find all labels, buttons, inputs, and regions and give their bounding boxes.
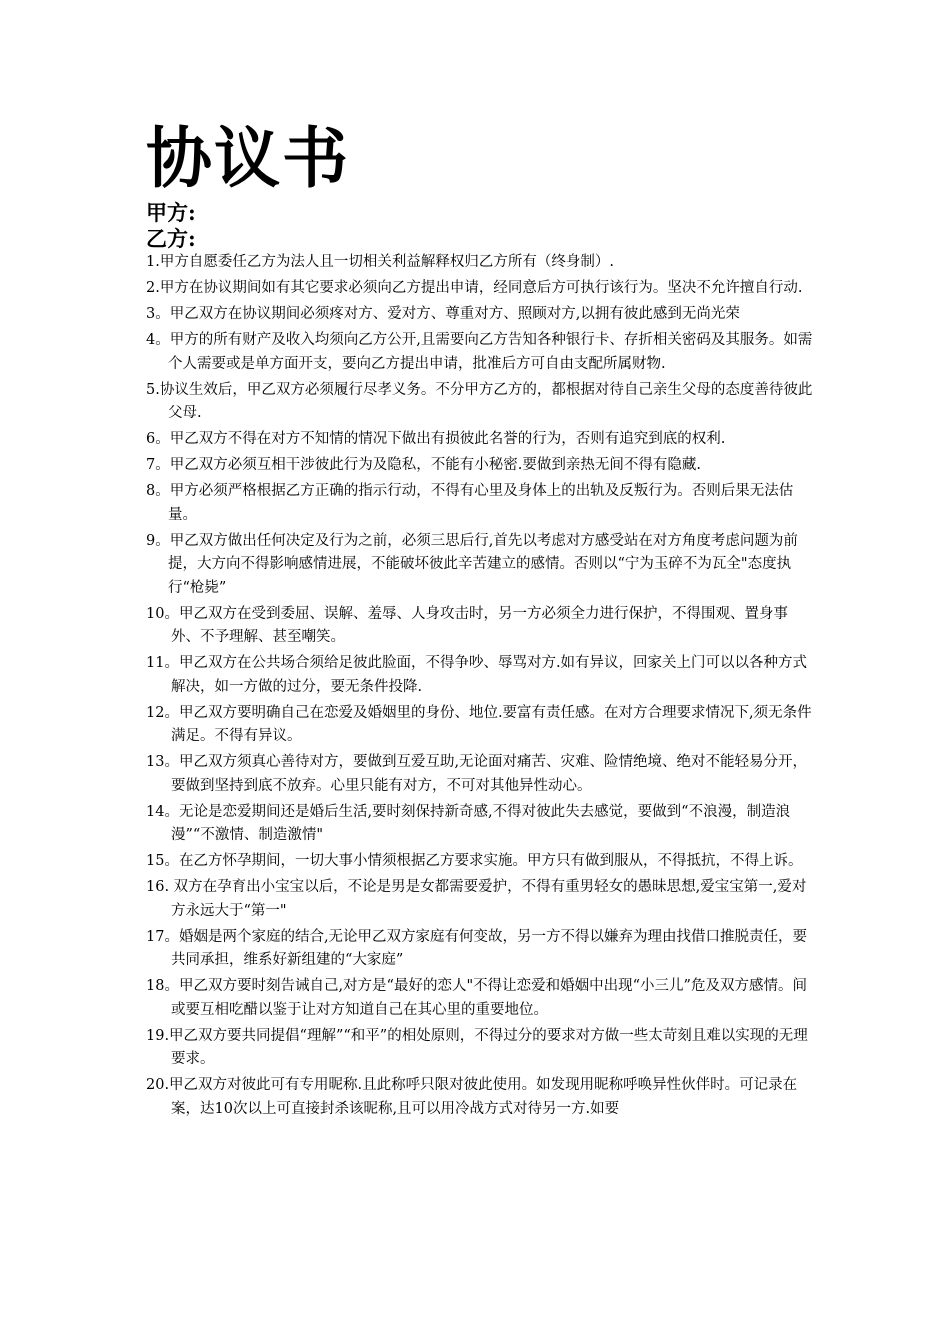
clause-item: 18。甲乙双方要时刻告诫自己,对方是“最好的恋人"不得让恋爱和婚姻中出现“小三儿”危及双方感情。间或要互相吃醋以鉴于让对方知道自己在其心里的重要地位。: [146, 978, 807, 1018]
clause-list: [146, 251, 816, 1124]
clause-item: 10。甲乙双方在受到委屈、误解、羞辱、人身攻击时，另一方必须全力进行保护，不得围观、置身事外、不予理解、甚至嘲笑。: [146, 605, 788, 645]
clause-item: 6。甲乙双方不得在对方不知情的情况下做出有损彼此名誉的行为，否则有追究到底的权利.: [146, 431, 726, 447]
clause-item: 14。无论是恋爱期间还是婚后生活,要时刻保持新奇感,不得对彼此失去感觉，要做到“不浪漫，制造浪漫”“不激情、制造激情": [146, 803, 791, 843]
clause-item: 8。甲方必须严格根据乙方正确的指示行动，不得有心里及身体上的出轨及反叛行为。否则后果无法估量。: [146, 483, 794, 523]
party-b-label: 乙方:: [146, 226, 196, 251]
clause-item: 9。甲乙双方做出任何决定及行为之前，必须三思后行,首先以考虑对方感受站在对方角度考虑问题为前提，大方向不得影响感情进展，不能破坏彼此辛苦建立的感情。否则以“宁为玉碎不为瓦全"态度执行“枪毙”: [146, 532, 798, 596]
clause-item: 16. 双方在孕育出小宝宝以后，不论是男是女都需要爱护，不得有重男轻女的愚昧思想,爱宝宝第一,爱对方永远大于“第一": [146, 879, 807, 919]
clause-item: 1.甲方自愿委任乙方为法人且一切相关利益解释权归乙方所有（终身制）.: [146, 254, 614, 270]
clause-item: 3。甲乙双方在协议期间必须疼对方、爱对方、尊重对方、照顾对方,以拥有彼此感到无尚光荣: [146, 306, 740, 322]
clause-item: 4。甲方的所有财产及收入均须向乙方公开,且需要向乙方告知各种银行卡、存折相关密码及其服务。如需个人需要或是单方面开支，要向乙方提出申请，批准后方可自由支配所属财物.: [146, 332, 813, 372]
document-title: 协议书: [146, 119, 350, 197]
clause-item: 2.甲方在协议期间如有其它要求必须向乙方提出申请，经同意后方可执行该行为。坚决不允许擅自行动.: [146, 280, 803, 296]
clause-item: 19.甲乙双方要共同提倡“理解”“和平”的相处原则，不得过分的要求对方做一些太苛刻且难以实现的无理要求。: [146, 1027, 808, 1067]
clause-item: 17。婚姻是两个家庭的结合,无论甲乙双方家庭有何变故，另一方不得以嫌弃为理由找借口推脱责任，要共同承担，维系好新组建的“大家庭”: [146, 928, 808, 968]
party-a-label: 甲方:: [146, 200, 196, 225]
clause-item: 15。在乙方怀孕期间，一切大事小情须根据乙方要求实施。甲方只有做到服从，不得抵抗，不得上诉。: [146, 853, 803, 869]
clause-item: 13。甲乙双方须真心善待对方，要做到互爱互助,无论面对痛苦、灾难、险情绝境、绝对不能轻易分开，要做到坚持到底不放弃。心里只能有对方，不可对其他异性动心。: [146, 754, 808, 794]
clause-item: 5.协议生效后，甲乙双方必须履行尽孝义务。不分甲方乙方的，都根据对待自己亲生父母的态度善待彼此父母.: [146, 381, 813, 421]
clause-item: 7。甲乙双方必须互相干涉彼此行为及隐私，不能有小秘密.要做到亲热无间不得有隐藏.: [146, 457, 701, 473]
clause-item: 11。甲乙双方在公共场合须给足彼此脸面，不得争吵、辱骂对方.如有异议，回家关上门可以以各种方式解决，如一方做的过分，要无条件投降.: [146, 655, 808, 695]
clause-item: 20.甲乙双方对彼此可有专用昵称.且此称呼只限对彼此使用。如发现用昵称呼唤异性伙伴时。可记录在案，达10次以上可直接封杀该昵称,且可以用冷战方式对待另一方.如要: [146, 1077, 798, 1117]
clause-item: 12。甲乙双方要明确自己在恋爱及婚姻里的身份、地位.要富有责任感。在对方合理要求情况下,须无条件满足。不得有异议。: [146, 704, 812, 744]
